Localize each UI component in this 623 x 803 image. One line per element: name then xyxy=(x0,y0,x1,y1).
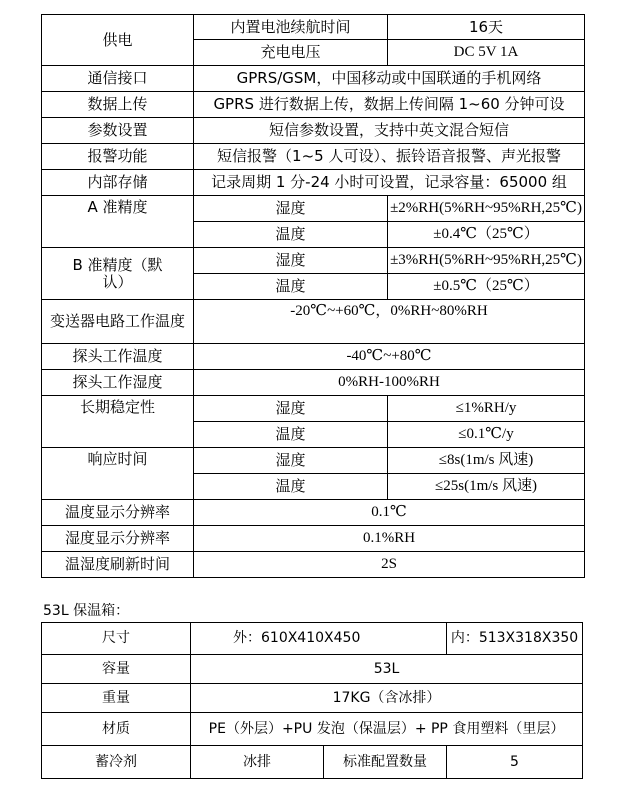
table-row xyxy=(42,684,583,713)
coolant-value: 冰排 xyxy=(191,746,324,779)
comm-label: 通信接口 xyxy=(42,66,194,92)
table-row xyxy=(42,66,585,92)
stability-hum-label: 湿度 xyxy=(194,396,388,422)
hum-resolution-label: 湿度显示分辨率 xyxy=(42,526,194,552)
temp-resolution-label: 温度显示分辨率 xyxy=(42,500,194,526)
response-hum-value: ≤8s(1m/s 风速) xyxy=(388,448,585,474)
inner-size: 内：513X318X350 xyxy=(447,623,583,655)
material-label: 材质 xyxy=(42,713,191,746)
b-temp-label: 温度 xyxy=(194,274,388,300)
b-accuracy-label: B 准精度（默认） xyxy=(42,248,194,300)
refresh-label: 温湿度刷新时间 xyxy=(42,552,194,578)
size-label: 尺寸 xyxy=(42,623,191,655)
probe-hum-label: 探头工作湿度 xyxy=(42,370,194,396)
table-row xyxy=(42,500,585,526)
a-humidity-value: ±2%RH(5%RH~95%RH,25℃) xyxy=(388,196,585,222)
stability-label: 长期稳定性 xyxy=(42,396,194,448)
table-row xyxy=(42,300,585,344)
table-row xyxy=(42,344,585,370)
response-hum-label: 湿度 xyxy=(194,448,388,474)
table-row xyxy=(42,248,585,274)
table-row xyxy=(42,713,583,746)
stability-hum-value: ≤1%RH/y xyxy=(388,396,585,422)
table-row xyxy=(42,15,585,40)
table-row xyxy=(42,196,585,222)
material-value: PE（外层）+PU 发泡（保温层）+ PP 食用塑料（里层） xyxy=(191,713,583,746)
table-row xyxy=(42,623,583,655)
circuit-temp-label: 变送器电路工作温度 xyxy=(42,300,194,344)
std-qty-label: 标准配置数量 xyxy=(324,746,447,779)
table-row xyxy=(42,396,585,422)
hum-resolution-value: 0.1%RH xyxy=(194,526,585,552)
circuit-temp-value: -20℃~+60℃，0%RH~80%RH xyxy=(194,300,585,344)
table-row xyxy=(42,118,585,144)
stability-temp-label: 温度 xyxy=(194,422,388,448)
table-row xyxy=(42,170,585,196)
probe-temp-value: -40℃~+80℃ xyxy=(194,344,585,370)
weight-label: 重量 xyxy=(42,684,191,713)
table-row xyxy=(42,448,585,474)
temp-resolution-value: 0.1℃ xyxy=(194,500,585,526)
probe-temp-label: 探头工作温度 xyxy=(42,344,194,370)
battery-life-label: 内置电池续航时间 xyxy=(194,15,388,40)
table-row xyxy=(42,526,585,552)
response-temp-label: 温度 xyxy=(194,474,388,500)
param-value: 短信参数设置，支持中英文混合短信 xyxy=(194,118,585,144)
alarm-value: 短信报警（1~5 人可设）、振铃语音报警、声光报警 xyxy=(194,144,585,170)
probe-hum-value: 0%RH-100%RH xyxy=(194,370,585,396)
std-qty-value: 5 xyxy=(447,746,583,779)
charge-voltage-value: DC 5V 1A xyxy=(388,40,585,66)
battery-life-value: 16天 xyxy=(388,15,585,40)
upload-value: GPRS 进行数据上传，数据上传间隔 1~60 分钟可设 xyxy=(194,92,585,118)
table-row xyxy=(42,655,583,684)
table-row xyxy=(42,552,585,578)
stability-temp-value: ≤0.1℃/y xyxy=(388,422,585,448)
table-row xyxy=(42,746,583,779)
storage-value: 记录周期 1 分-24 小时可设置，记录容量：65000 组 xyxy=(194,170,585,196)
storage-label: 内部存储 xyxy=(42,170,194,196)
b-humidity-label: 湿度 xyxy=(194,248,388,274)
table-row xyxy=(42,144,585,170)
coolant-label: 蓄冷剂 xyxy=(42,746,191,779)
response-temp-value: ≤25s(1m/s 风速) xyxy=(388,474,585,500)
box-table xyxy=(41,622,583,779)
power-label: 供电 xyxy=(42,15,194,66)
response-label: 响应时间 xyxy=(42,448,194,500)
a-temp-value: ±0.4℃（25℃） xyxy=(388,222,585,248)
a-humidity-label: 湿度 xyxy=(194,196,388,222)
param-label: 参数设置 xyxy=(42,118,194,144)
charge-voltage-label: 充电电压 xyxy=(194,40,388,66)
b-humidity-value: ±3%RH(5%RH~95%RH,25℃) xyxy=(388,248,585,274)
weight-value: 17KG（含冰排） xyxy=(191,684,583,713)
a-temp-label: 温度 xyxy=(194,222,388,248)
capacity-value: 53L xyxy=(191,655,583,684)
refresh-value: 2S xyxy=(194,552,585,578)
section-title-53l-box: 53L 保温箱： xyxy=(43,603,130,619)
outer-size: 外：610X410X450 xyxy=(191,623,447,655)
spec-table xyxy=(41,14,585,578)
table-row xyxy=(42,370,585,396)
comm-value: GPRS/GSM，中国移动或中国联通的手机网络 xyxy=(194,66,585,92)
b-temp-value: ±0.5℃（25℃） xyxy=(388,274,585,300)
table-row xyxy=(42,92,585,118)
capacity-label: 容量 xyxy=(42,655,191,684)
a-accuracy-label: A 准精度 xyxy=(42,196,194,248)
upload-label: 数据上传 xyxy=(42,92,194,118)
alarm-label: 报警功能 xyxy=(42,144,194,170)
